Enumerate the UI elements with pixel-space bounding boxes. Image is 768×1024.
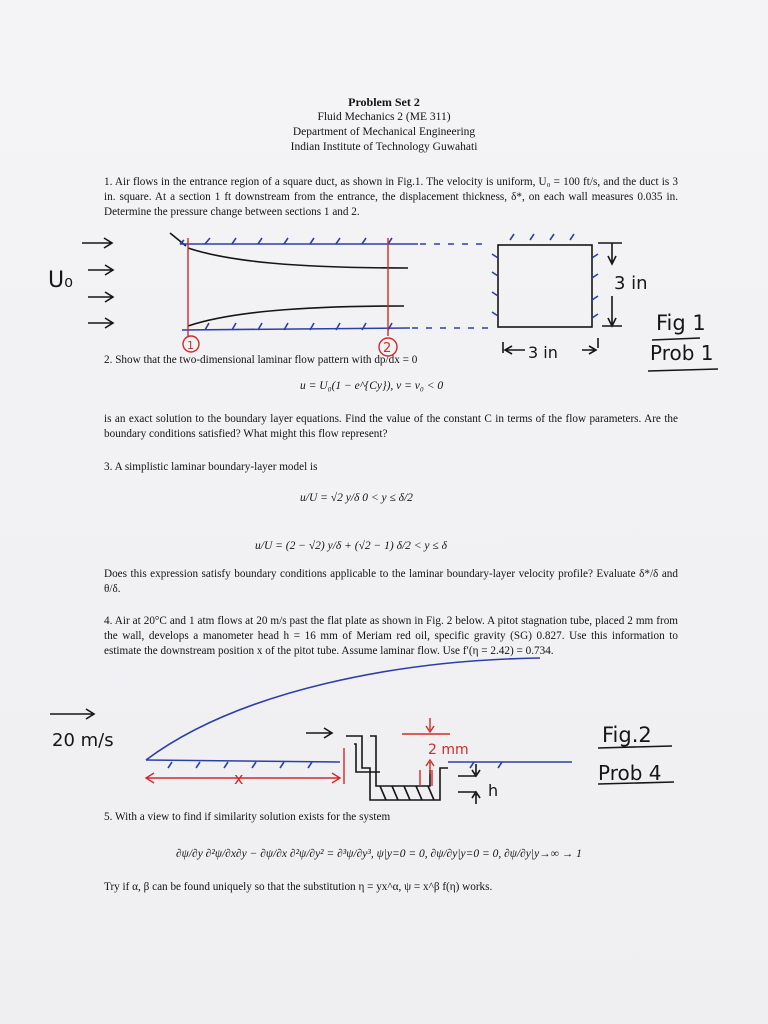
fig-2-label: Fig.2: [602, 723, 652, 747]
section-2-label: 2: [383, 341, 392, 356]
flat-plate: [146, 760, 572, 762]
institute-name: Indian Institute of Technology Guwahati: [290, 141, 478, 153]
problem-5-text: 5. With a view to find if similarity solution exists for the system: [104, 811, 391, 823]
section-1-label: 1: [187, 339, 194, 352]
width-dimension-label: 3 in: [528, 343, 558, 362]
problem-2-text: 2. Show that the two-dimensional laminar flow pattern with dp/dx = 0: [104, 354, 418, 366]
problem-2-rest: is an exact solution to the boundary layer equations. Find the value of the constant C in terms of the flow parameters. Are the boundary conditions satisfied? What might this flow represent?: [104, 413, 678, 440]
freestream-arrow-icon: [50, 709, 94, 719]
freestream-velocity-label: 20 m/s: [52, 730, 114, 751]
problem-2-equation: u = U₀(1 − e^{Cy}), v = v₀ < 0: [300, 380, 444, 392]
problem-5-rest: Try if α, β can be found uniquely so that the substitution η = yx^α, ψ = x^β f(η) works.: [104, 881, 493, 893]
prob-4-label: Prob 4: [598, 761, 662, 785]
department-name: Department of Mechanical Engineering: [292, 126, 476, 138]
problem-1-text: 1. Air flows in the entrance region of a square duct, as shown in Fig.1. The velocity is uniform, U₀ = 100 ft/s, and the duct is 3 in. square. At a section 1 ft downstream from the entrance, the displacement thickness, δ*, on each wall measures 0.035 in. Determine the pressure change between sections 1 and 2.: [104, 176, 678, 218]
manometer-head-label: h: [488, 781, 499, 800]
problem-3-text: 3. A simplistic laminar boundary-layer model is: [104, 461, 318, 473]
gap-2mm-label: 2 mm: [428, 742, 469, 758]
boundary-layer-edge: [146, 658, 540, 760]
x-position-label: x: [234, 769, 244, 788]
problem-4-text: 4. Air at 20°C and 1 atm flows at 20 m/s past the flat plate as shown in Fig. 2 below. A pitot stagnation tube, placed 2 mm from the wall, develops a manometer head h = 16 mm of Meriam red oil, specific gravity (SG) 0.827. Use this information to estimate the downstream position x of the pitot tube. Assume laminar flow. Use f′(η = 2.42) = 0.734.: [104, 615, 678, 657]
problem-3-equation-1: u/U = √2 y/δ 0 < y ≤ δ/2: [300, 492, 413, 504]
course-name: Fluid Mechanics 2 (ME 311): [317, 111, 451, 123]
fig-1-label: Fig 1: [656, 311, 706, 335]
problem-5-equation: ∂ψ/∂y ∂²ψ/∂x∂y − ∂ψ/∂x ∂²ψ/∂y² = ∂³ψ/∂y³, ψ|y=0 = 0, ∂ψ/∂y|y=0 = 0, ∂ψ/∂y|y→∞ → 1: [176, 848, 582, 860]
pitot-flow-arrow-icon: [306, 728, 332, 738]
prob-1-label: Prob 1: [650, 341, 714, 365]
problem-3-equation-2: u/U = (2 − √2) y/δ + (√2 − 1) δ/2 < y ≤ δ: [255, 540, 447, 552]
problem-set-title: Problem Set 2: [348, 95, 420, 109]
inlet-velocity-label: U₀: [48, 268, 73, 293]
problem-3-rest: Does this expression satisfy boundary conditions applicable to the laminar boundary-layer velocity profile? Evaluate δ*/δ and θ/δ.: [104, 568, 678, 595]
height-dimension-label: 3 in: [614, 273, 648, 294]
